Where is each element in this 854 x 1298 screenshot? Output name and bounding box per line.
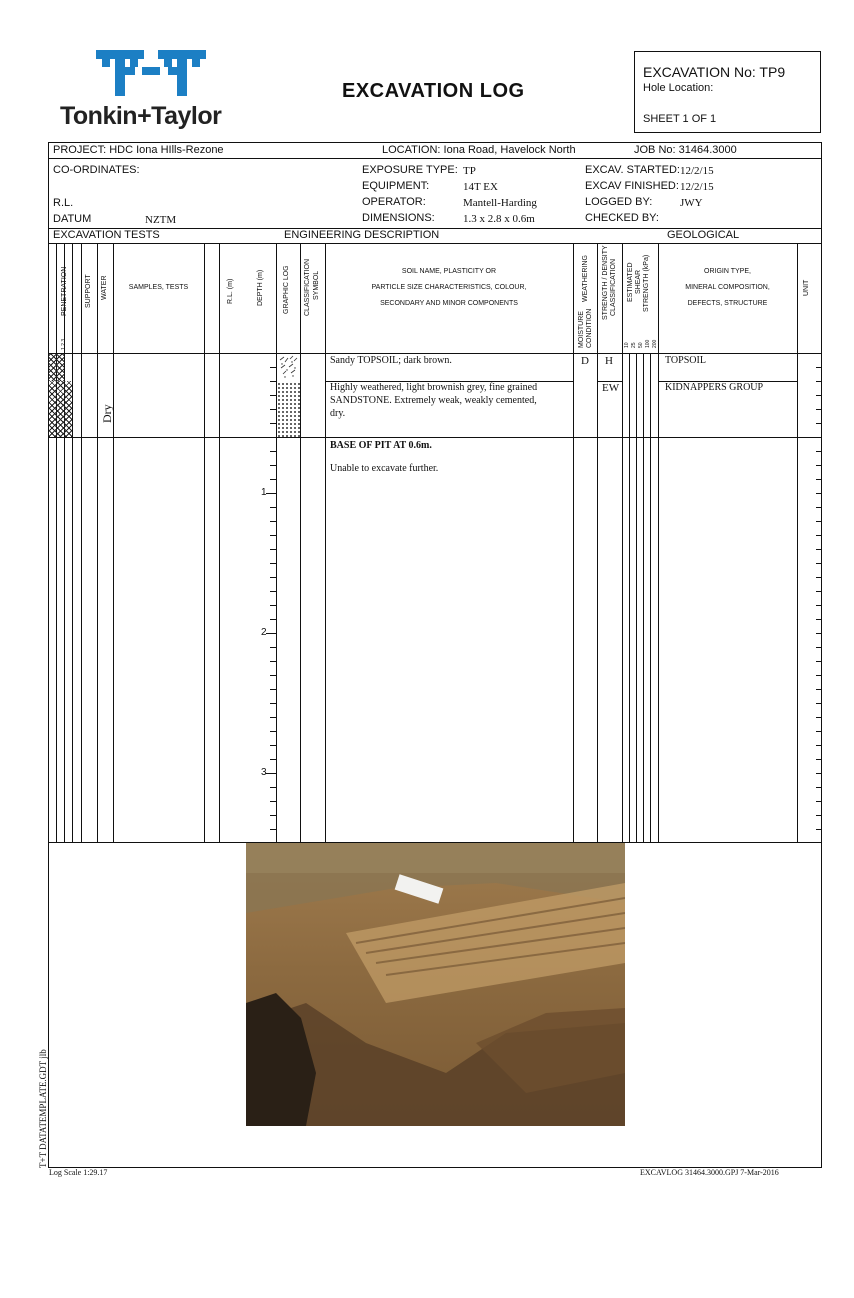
unit-tick — [816, 787, 821, 788]
tt-logo-icon — [96, 50, 208, 96]
depth-tick — [270, 437, 276, 438]
datum-label: DATUM — [53, 213, 92, 225]
unit-tick — [816, 381, 821, 382]
topsoil-graphic — [277, 354, 300, 381]
col-shear-estimated: ESTIMATED — [627, 262, 634, 302]
job-number: JOB No: 31464.3000 — [634, 144, 737, 156]
dimensions-label: DIMENSIONS: — [362, 212, 435, 224]
unit-tick — [816, 759, 821, 760]
depth-tick — [270, 647, 276, 648]
depth-tick — [270, 787, 276, 788]
unit-tick — [816, 689, 821, 690]
section-excavation-tests: EXCAVATION TESTS — [53, 229, 160, 241]
unit-tick — [816, 801, 821, 802]
shear-scale-25: 25 — [631, 342, 637, 348]
layer1-strength: H — [605, 355, 613, 367]
unit-tick — [816, 619, 821, 620]
depth-tick — [270, 465, 276, 466]
col-strength: STRENGTH / DENSITY — [602, 245, 609, 320]
layer2-description-2: SANDSTONE. Extremely weak, weakly cemented, — [330, 395, 537, 406]
col-graphic-log: GRAPHIC LOG — [283, 265, 290, 314]
depth-tick — [270, 381, 276, 382]
depth-tick — [266, 633, 276, 634]
unit-tick — [816, 521, 821, 522]
unit-tick — [816, 591, 821, 592]
shear-scale-200: 200 — [652, 339, 658, 348]
company-logo — [60, 50, 240, 134]
unit-tick — [816, 395, 821, 396]
depth-tick — [270, 395, 276, 396]
depth-tick — [270, 661, 276, 662]
unit-tick — [816, 437, 821, 438]
depth-tick — [270, 423, 276, 424]
unit-tick — [816, 731, 821, 732]
log-scale: Log Scale 1:29.17 — [49, 1168, 108, 1177]
exposure-value: TP — [463, 165, 476, 177]
depth-tick — [270, 451, 276, 452]
operator-value: Mantell-Harding — [463, 197, 537, 209]
section-engineering: ENGINEERING DESCRIPTION — [284, 229, 440, 241]
unit-tick — [816, 535, 821, 536]
unit-tick — [816, 647, 821, 648]
col-water: WATER — [101, 275, 108, 300]
unit-tick — [816, 675, 821, 676]
penetration-hatch-2 — [49, 381, 72, 437]
depth-tick — [270, 703, 276, 704]
depth-tick — [270, 549, 276, 550]
unit-tick — [816, 815, 821, 816]
unit-tick — [816, 549, 821, 550]
unit-tick — [816, 773, 821, 774]
excavation-box — [634, 51, 821, 133]
depth-label-3: 3 — [261, 767, 267, 778]
depth-tick — [266, 773, 276, 774]
unit-tick — [816, 479, 821, 480]
unit-tick — [816, 409, 821, 410]
col-classification-symbol: SYMBOL — [313, 270, 320, 300]
unit-tick — [816, 465, 821, 466]
excavation-note: Unable to excavate further. — [330, 463, 439, 474]
finished-label: EXCAV FINISHED: — [585, 180, 679, 192]
depth-tick — [270, 605, 276, 606]
depth-tick — [270, 535, 276, 536]
depth-tick — [270, 717, 276, 718]
depth-tick — [270, 619, 276, 620]
shear-scale-10: 10 — [624, 342, 630, 348]
sheet-number: SHEET 1 OF 1 — [643, 113, 717, 125]
depth-tick — [270, 675, 276, 676]
section-geological: GEOLOGICAL — [667, 229, 740, 241]
depth-label-1: 1 — [261, 487, 267, 498]
depth-tick — [270, 479, 276, 480]
col-depth: DEPTH (m) — [257, 269, 264, 306]
operator-label: OPERATOR: — [362, 196, 426, 208]
unit-tick — [816, 493, 821, 494]
hole-location: Hole Location: — [643, 82, 714, 94]
depth-tick — [270, 829, 276, 830]
depth-tick — [270, 731, 276, 732]
layer2-description-1: Highly weathered, light brownish grey, fine grained — [330, 382, 538, 393]
equipment-label: EQUIPMENT: — [362, 180, 430, 192]
col-penetration: PENETRATION — [61, 266, 68, 316]
col-soil-particle: PARTICLE SIZE CHARACTERISTICS, COLOUR, — [371, 284, 527, 291]
excavation-photo — [246, 843, 625, 1126]
project-label: PROJECT: HDC Iona HIlls-Rezone — [53, 144, 224, 156]
layer2-description-3: dry. — [330, 408, 346, 419]
unit-tick — [816, 745, 821, 746]
location-label: LOCATION: Iona Road, Havelock North — [382, 144, 576, 156]
unit-tick — [816, 423, 821, 424]
col-defects: DEFECTS, STRUCTURE — [687, 300, 768, 307]
penetration-hatch-1 — [49, 354, 64, 381]
unit-tick — [816, 703, 821, 704]
datum-value: NZTM — [145, 214, 177, 226]
col-unit: UNIT — [803, 279, 810, 296]
unit-tick — [816, 605, 821, 606]
col-rl: R.L. (m) — [227, 278, 234, 304]
water-value: Dry — [100, 404, 114, 423]
depth-tick — [270, 577, 276, 578]
col-shear-strength: STRENGTH (kPa) — [643, 254, 650, 312]
unit-tick — [816, 829, 821, 830]
depth-tick — [270, 507, 276, 508]
layer1-description: Sandy TOPSOIL; dark brown. — [330, 355, 452, 366]
depth-tick — [270, 521, 276, 522]
shear-scale-50: 50 — [638, 342, 644, 348]
unit-tick — [816, 633, 821, 634]
unit-tick — [816, 563, 821, 564]
file-reference: EXCAVLOG 31464.3000.GPJ 7-Mar-2016 — [640, 1168, 779, 1177]
col-support: SUPPORT — [85, 274, 92, 308]
depth-tick — [270, 689, 276, 690]
started-value: 12/2/15 — [680, 165, 714, 177]
unit-tick — [816, 367, 821, 368]
col-soil-components: SECONDARY AND MINOR COMPONENTS — [380, 300, 518, 307]
layer1-geological: TOPSOIL — [665, 355, 706, 366]
unit-tick — [816, 577, 821, 578]
sandstone-graphic — [277, 382, 300, 437]
unit-tick — [816, 451, 821, 452]
logged-label: LOGGED BY: — [585, 196, 653, 208]
col-origin: ORIGIN TYPE, — [704, 268, 751, 275]
coordinates-label: CO-ORDINATES: — [53, 164, 140, 176]
depth-tick — [270, 367, 276, 368]
col-weathering: WEATHERING — [582, 255, 589, 302]
page-title: EXCAVATION LOG — [342, 80, 525, 102]
col-classification: CLASSIFICATION — [304, 258, 311, 316]
layer1-moisture: D — [581, 355, 589, 367]
side-template-text: T+T DATATEMPLATE.GDT jlb — [38, 1049, 48, 1168]
depth-tick — [270, 591, 276, 592]
exposure-label: EXPOSURE TYPE: — [362, 164, 458, 176]
col-mineral: MINERAL COMPOSITION, — [685, 284, 770, 291]
col-samples: SAMPLES, TESTS — [128, 284, 189, 291]
unit-tick — [816, 507, 821, 508]
col-moisture-condition: CONDITION — [586, 308, 593, 348]
depth-tick — [270, 759, 276, 760]
col-pen-scale: 1 2 3 — [61, 338, 67, 350]
depth-tick — [270, 409, 276, 410]
rl-label: R.L. — [53, 197, 74, 209]
col-soil-name: SOIL NAME, PLASTICITY OR — [401, 268, 497, 275]
unit-tick — [816, 661, 821, 662]
unit-tick — [816, 717, 821, 718]
logged-value: JWY — [680, 197, 703, 209]
checked-label: CHECKED BY: — [585, 212, 659, 224]
depth-label-2: 2 — [261, 627, 267, 638]
depth-tick — [270, 801, 276, 802]
depth-tick — [270, 745, 276, 746]
finished-value: 12/2/15 — [680, 181, 714, 193]
dimensions-value: 1.3 x 2.8 x 0.6m — [463, 213, 535, 225]
depth-tick — [270, 815, 276, 816]
layer2-strength: EW — [602, 382, 620, 394]
depth-tick — [266, 493, 276, 494]
col-moisture: MOISTURE — [578, 311, 585, 348]
started-label: EXCAV. STARTED: — [585, 164, 680, 176]
shear-scale-100: 100 — [645, 339, 651, 348]
excavation-number: EXCAVATION No: TP9 — [643, 64, 786, 80]
company-name: Tonkin+Taylor — [60, 102, 222, 130]
base-of-pit: BASE OF PIT AT 0.6m. — [330, 440, 432, 451]
layer2-geological: KIDNAPPERS GROUP — [665, 382, 764, 393]
equipment-value: 14T EX — [463, 181, 498, 193]
depth-tick — [270, 563, 276, 564]
col-strength-classification: CLASSIFICATION — [610, 258, 617, 316]
col-shear: SHEAR — [635, 269, 642, 294]
